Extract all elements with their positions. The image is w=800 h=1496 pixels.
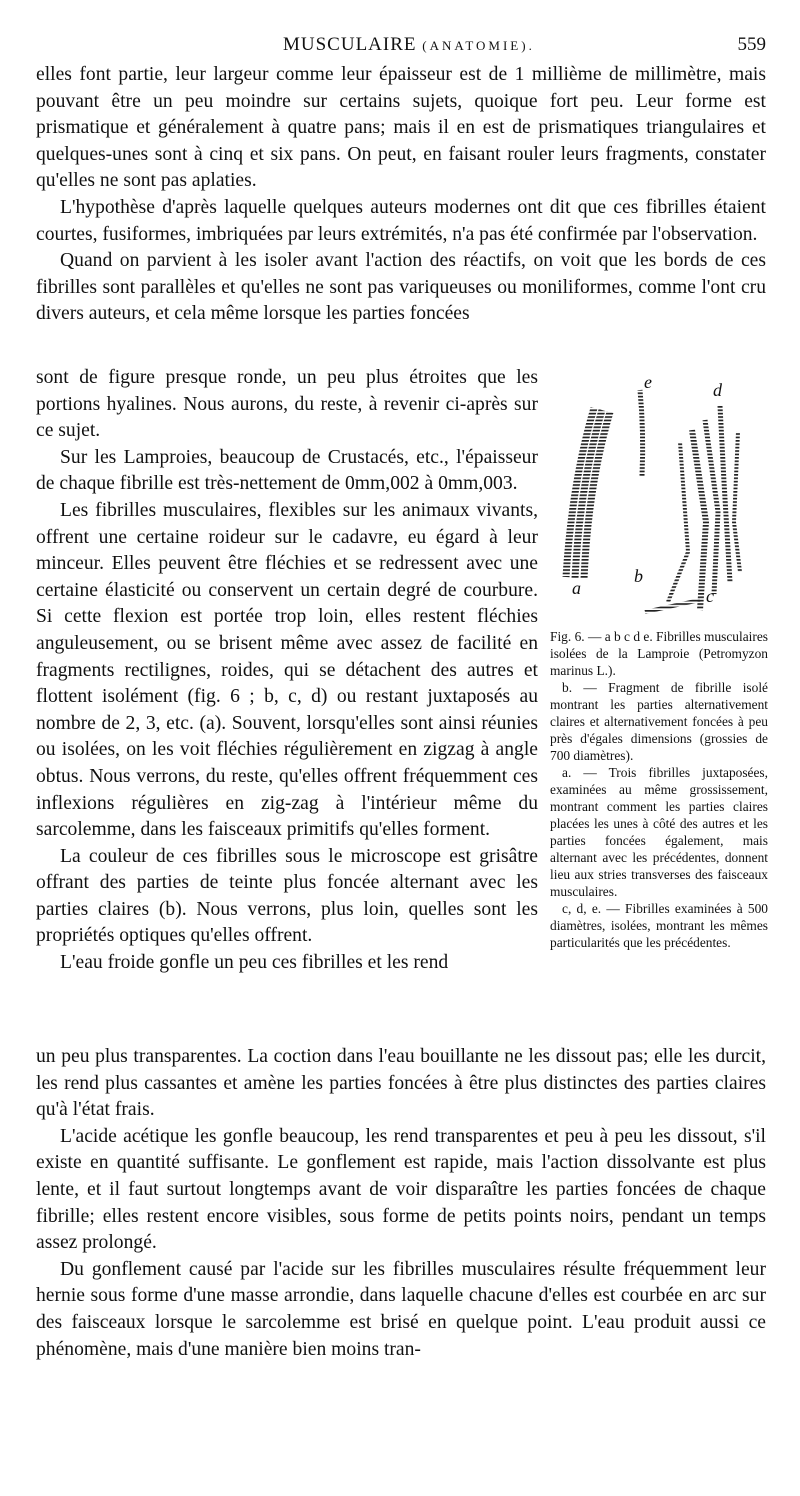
paragraph: L'eau froide gonfle un peu ces fibrilles et les rend bbox=[60, 952, 449, 974]
caption-paragraph: Fig. 6. — a b c d e. Fibrilles musculaires isolées de la Lamproie (Petromyzon marinus L.). bbox=[550, 629, 768, 678]
fibril-group-c-d bbox=[645, 406, 740, 612]
paragraph: Sur les Lamproies, beaucoup de Crustacés, etc., l'épaisseur de chaque fibrille est très-nettement de 0mm,002 à 0mm,003. bbox=[36, 446, 538, 495]
paragraph: sont de figure presque ronde, un peu plus étroites que les portions hyalines. Nous aurons, du reste, à revenir ci-après sur ce sujet. bbox=[36, 367, 538, 442]
running-header bbox=[0, 34, 800, 58]
paragraph: un peu plus transparentes. La coction dans l'eau bouillante ne les dissout pas; elle les durcit, les rend plus cassantes et amène les parties foncées à être plus distinctes des parties claires qu'à l'état frais. bbox=[36, 1046, 766, 1121]
caption-paragraph: b. — Fragment de fibrille isolé montrant les parties alternativement claires et alternativement foncées à peu près d'égales dimensions (grossies de 700 diamètres). bbox=[550, 680, 768, 763]
paragraph: elles font partie, leur largeur comme leur épaisseur est de 1 millième de millimètre, mais pouvant être un peu moindre sur certains sujets, quoique fort peu. Leur forme est prismatique et généralement à quatre pans; mais il en est de prismatiques triangulaires et quelques-unes sont à cinq et six pans. On peut, en faisant rouler leurs fragments, constater qu'elles ne sont pas aplaties. bbox=[36, 64, 766, 192]
figure-caption bbox=[550, 628, 768, 951]
running-title-text: MUSCULAIRE bbox=[283, 34, 417, 55]
paragraph: L'hypothèse d'après laquelle quelques auteurs modernes ont dit que ces fibrilles étaient courtes, fusiformes, imbriquées par leurs extrémités, n'a pas été confirmée par l'observation. bbox=[36, 196, 766, 245]
figure-label-c: c bbox=[706, 586, 714, 606]
fibril-group-a bbox=[566, 408, 610, 579]
running-title bbox=[283, 34, 535, 56]
page-number: 559 bbox=[737, 34, 766, 55]
paragraph: L'acide acétique les gonfle beaucoup, les rend transparentes et peu à peu les dissout, s'il existe en quantité suffisante. Le gonflement est rapide, mais l'action dissolvante est plus lente, et il faut surtout longtemps avant de voir disparaître les parties foncées de chaque fibrille; elles restent encore visibles, sous forme de petits points noirs, pendant un temps assez prolongé. bbox=[36, 1125, 766, 1254]
paragraph: Quand on parvient à les isoler avant l'action des réactifs, on voit que les bords de ces fibrilles sont parallèles et qu'elles ne sont pas variqueuses ou moniliformes, comme l'ont cru divers auteurs, et cela même lorsque les parties foncées bbox=[36, 250, 766, 325]
figure-label-e: e bbox=[644, 372, 652, 392]
figure-6-illustration bbox=[550, 372, 772, 624]
figure-label-b: b bbox=[634, 566, 643, 586]
fibril-b bbox=[640, 390, 643, 476]
paragraph: La couleur de ces fibrilles sous le microscope est grisâtre offrant des parties de teinte plus foncée alternant avec les parties claires (b). Nous verrons, plus loin, quelles sont les propriétés optiques qu'elles offrent. bbox=[36, 845, 538, 947]
text-block-left-column bbox=[36, 365, 538, 977]
paragraph: Du gonflement causé par l'acide sur les fibrilles musculaires résulte fréquemment leur hernie sous forme d'une masse arrondie, dans laquelle chacune d'elles est courbée en arc sur des faisceaux lorsque le sarcolemme est brisé en quelque point. L'eau produit aussi ce phénomène, mais d'une manière bien moins tran- bbox=[36, 1258, 766, 1360]
caption-paragraph: c, d, e. — Fibrilles examinées à 500 diamètres, isolées, montrant les mêmes particularités que les précédentes. bbox=[550, 901, 768, 950]
running-subtitle: (ANATOMIE). bbox=[422, 38, 535, 53]
figure-label-a: a bbox=[572, 578, 581, 598]
paragraph: Les fibrilles musculaires, flexibles sur les animaux vivants, offrent une certaine roideur sur le cadavre, eu égard à leur minceur. Elles peuvent être fléchies et se redressent avec une certaine élasticité ou conservent un certain degré de courbure. Si cette flexion est portée trop loin, elles restent fléchies anguleusement, ou se brisent même avec assez de facilité en fragments rectilignes, roides, qui se détachent des autres et flottent isolément (fig. 6 ; b, c, d) ou restant juxtaposés au nombre de 2, 3, etc. (a). Souvent, lorsqu'elles sont ainsi réunies ou isolées, on les voit fléchies régulièrement en zigzag à angle obtus. Nous verrons, du reste, qu'elles offrent fréquemment ces inflexions régulières en zig-zag à l'intérieur même du sarcolemme, dans les faisceaux primitifs qu'elles forment. bbox=[36, 499, 538, 841]
caption-paragraph: a. — Trois fibrilles juxtaposées, examinées au même grossissement, montrant comment les parties claires placées les unes à côté des autres et les parties foncées également, mais alternant avec les précédentes, donnent lieu aux stries transverses des faisceaux musculaires. bbox=[550, 765, 768, 899]
figure-label-d: d bbox=[713, 380, 722, 400]
text-block-top bbox=[36, 62, 766, 328]
text-block-bottom bbox=[36, 1044, 766, 1363]
